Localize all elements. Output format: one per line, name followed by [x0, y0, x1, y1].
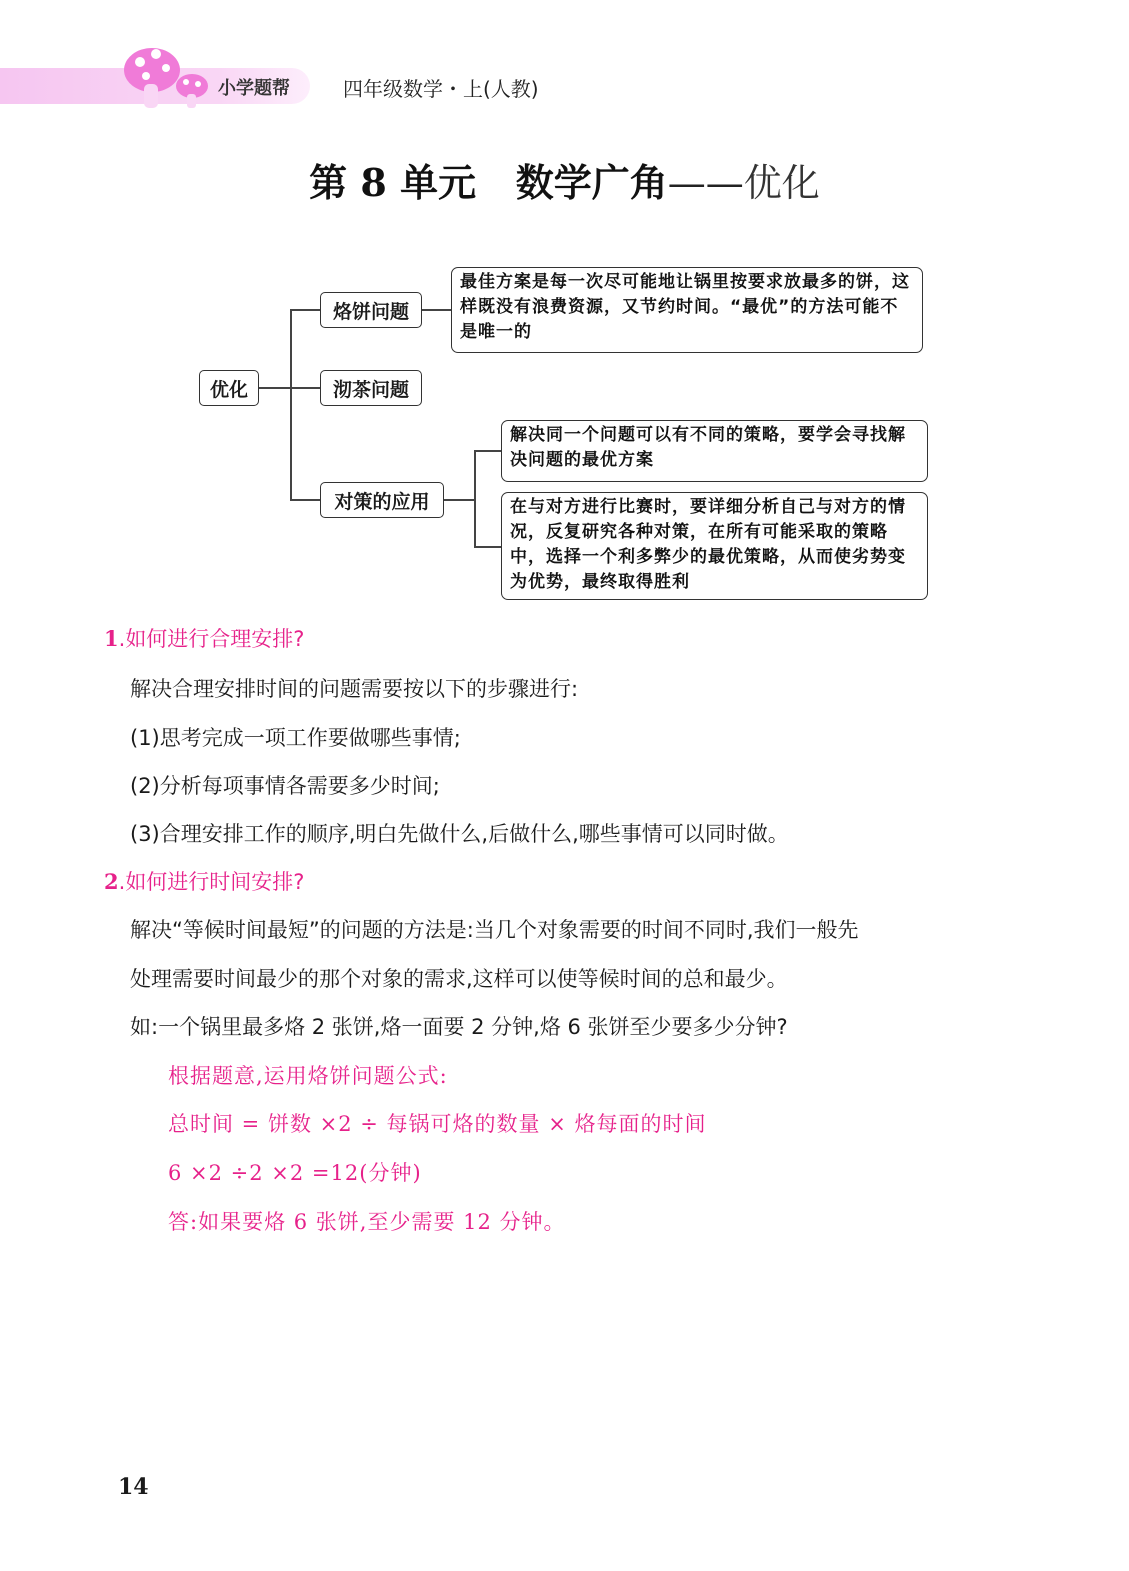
solution-line: 6 ×2 ÷2 ×2 =12(分钟): [168, 1161, 422, 1185]
series-name: 小学题帮: [218, 78, 290, 99]
connector: [258, 387, 290, 389]
branch-pancake: 烙饼问题: [320, 292, 422, 328]
connector: [444, 499, 474, 501]
title-dash: ——: [667, 161, 744, 205]
title-sub: 优化: [743, 161, 820, 205]
title-unit: 第 8 单元: [309, 160, 477, 205]
note-strategy-1: 解决同一个问题可以有不同的策略，要学会寻找解决问题的最优方案: [501, 420, 928, 482]
title-topic: 数学广角: [515, 160, 668, 205]
connector: [474, 450, 502, 452]
connector: [290, 387, 320, 389]
page-number: 14: [118, 1474, 149, 1500]
book-subtitle: 四年级数学・上(人教): [343, 77, 539, 101]
mindmap-root: 优化: [199, 370, 259, 406]
section-2-number: 2: [104, 869, 119, 894]
connector: [474, 546, 502, 548]
branch-strategy: 对策的应用: [320, 482, 444, 518]
section-1-number: 1: [104, 626, 119, 651]
section-2-heading: 2.如何进行时间安排?: [104, 869, 305, 894]
section-2-title: 如何进行时间安排?: [125, 870, 305, 894]
solution-line: 根据题意,运用烙饼问题公式:: [168, 1064, 448, 1088]
connector: [290, 499, 320, 501]
section-2-line: 处理需要时间最少的那个对象的需求,这样可以使等候时间的总和最少。: [130, 967, 788, 991]
connector: [290, 309, 292, 499]
mind-map: [0, 0, 1129, 640]
section-1-heading: 1.如何进行合理安排?: [104, 626, 305, 651]
section-1-line: 解决合理安排时间的问题需要按以下的步骤进行:: [130, 677, 579, 701]
solution-line: 总时间 = 饼数 ×2 ÷ 每锅可烙的数量 × 烙每面的时间: [168, 1112, 707, 1136]
connector: [290, 309, 320, 311]
note-strategy-2: 在与对方进行比赛时，要详细分析自己与对方的情况，反复研究各种对策，在所有可能采取的策略中，选择一个利多弊少的最优策略，从而使劣势变为优势，最终取得胜利: [501, 492, 928, 600]
connector: [474, 450, 476, 546]
section-1-line: (3)合理安排工作的顺序,明白先做什么,后做什么,哪些事情可以同时做。: [130, 822, 789, 846]
section-1-line: (1)思考完成一项工作要做哪些事情;: [130, 726, 461, 750]
solution-line: 答:如果要烙 6 张饼,至少需要 12 分钟。: [168, 1210, 566, 1234]
section-1-title: 如何进行合理安排?: [125, 627, 305, 651]
branch-tea: 沏茶问题: [320, 370, 422, 406]
section-1-line: (2)分析每项事情各需要多少时间;: [130, 774, 440, 798]
note-pancake: 最佳方案是每一次尽可能地让锅里按要求放最多的饼，这样既没有浪费资源，又节约时间。“最优”的方法可能不是唯一的: [451, 267, 923, 353]
section-2-line: 解决“等候时间最短”的问题的方法是:当几个对象需要的时间不同时,我们一般先: [130, 918, 859, 942]
section-2-line: 如:一个锅里最多烙 2 张饼,烙一面要 2 分钟,烙 6 张饼至少要多少分钟?: [130, 1015, 788, 1039]
connector: [422, 309, 452, 311]
